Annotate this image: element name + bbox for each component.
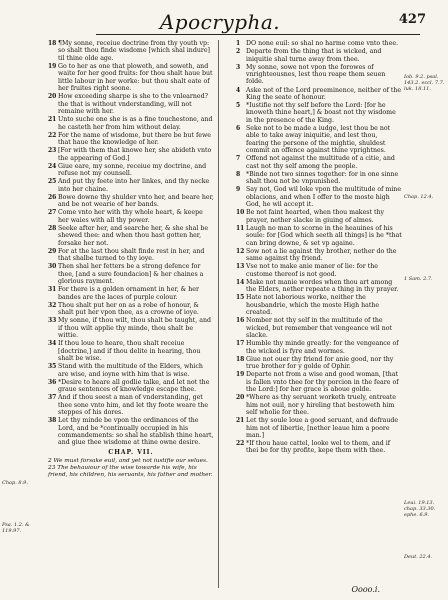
verse-text: Say not, God wil loke vpon the multitude of mine oblacions, and when I offer to the moste high God, he wil accept it.: [246, 186, 402, 209]
verse: [236, 209, 402, 224]
margin-note: Chap. 12.4.: [404, 194, 434, 200]
verse-number: 9: [236, 186, 241, 194]
verse: [236, 102, 402, 124]
verse-number: 25: [48, 178, 57, 186]
verse-number: 26: [48, 193, 57, 201]
verse: [236, 225, 402, 247]
verse: [48, 286, 214, 301]
verse-text: Seke not to be made a iudge, lest thou be not able to take away iniquitie, and lest thou, fearing the persone of the mightie, shuldest commit an offence against thine vprightnes.: [246, 124, 391, 155]
verse-number: 21: [48, 116, 57, 124]
page-title: Apocrypha.: [159, 10, 281, 34]
verse: [48, 417, 214, 447]
verse-number: 28: [48, 224, 57, 232]
verse: [48, 363, 214, 378]
verse-text: Let thy soule loue a good seruant, and defraude him not of libertie, [nether leaue him a poore man.]: [246, 417, 399, 439]
verse-text: *Where as thy seruant worketh truely, entreate him not euil, nor y hireling that bestoweth him self wholie for thee.: [246, 394, 396, 417]
verse-number: 32: [48, 301, 57, 309]
verse-number: 30: [48, 263, 57, 271]
verse-number: 20: [48, 93, 57, 101]
verse-text: For there is a golden ornament in her, & her bandes are the laces of purple colour.: [58, 286, 199, 301]
verse-number: 5: [236, 102, 241, 109]
verse-number: 33: [48, 317, 57, 325]
verse-number: 16: [236, 317, 245, 325]
verse-text: If thou loue to heare, thou shalt receiue [doctrine,] and if thou delite in hearing, thou shalt be wise.: [58, 340, 201, 363]
verse: [48, 63, 214, 93]
verse-text: Giue not ouer thy friend for anie good, nor thy true brother for y golde of Ophir.: [246, 355, 394, 371]
verse: [236, 294, 402, 316]
verse-text: Then shal her fetters be a strong defence for thee, [and a sure foundacion] & her chaines a glorious rayment.: [58, 263, 204, 286]
verse-number: 20: [236, 394, 245, 402]
verse-text: [For with them that knowe her, she abideth vnto the appearing of God.]: [58, 147, 212, 162]
verse-number: 13: [236, 263, 245, 271]
verse-number: 29: [48, 247, 57, 255]
margin-note: 1 Sam. 2.7.: [404, 276, 433, 282]
margin-note: Deut. 22.4.: [404, 554, 433, 560]
verse: [236, 48, 402, 63]
verse-text: For at the last thou shalt finde rest in her, and that shalbe turned to thy ioye.: [58, 247, 205, 263]
verse-text: Seeke after her, and searche her, & she shal be shewed thee: and when thou hast gotten her, forsake her not.: [58, 224, 209, 247]
verse-text: Vse not to make anie maner of lie: for the custome thereof is not good.: [246, 263, 379, 278]
verse-number: 11: [236, 224, 245, 232]
verse-number: 21: [236, 417, 245, 425]
verse: [236, 186, 402, 208]
verse-text: Let thy minde be vpon the ordinances of the Lord, and be *continually occupied in his commandements: so shal he stablish thine heart, and giue thee wisdome at thine owne desire.: [58, 417, 214, 447]
verse-number: 36: [48, 378, 57, 386]
right-margin-notes: [404, 40, 448, 588]
verse: [48, 248, 214, 263]
verse-text: Offend not against the multitude of a citie, and cast not thy self among the people.: [246, 155, 395, 170]
verse: [236, 263, 402, 278]
left-margin-notes: [2, 40, 46, 588]
verse-text: My sonne, sowe not vpon the forowes of vnrighteousnes, lest thou reape them seuen folde.: [246, 63, 386, 86]
verse: [236, 87, 402, 102]
verse-text: Aske not of the Lord preeminence, neither of the King the seate of honour.: [246, 86, 402, 101]
verse-text: Hate not laborious worke, neither the housbandrie, which the moste High hathe created.: [246, 294, 380, 317]
verse: [48, 340, 214, 362]
verse-number: 17: [236, 340, 245, 348]
verse-number: 10: [236, 209, 245, 217]
verse: [48, 178, 214, 193]
verse-text: Be not faint hearted, when thou makest thy prayer, nether slacke in giuing of almes.: [246, 209, 385, 224]
verse: [236, 440, 402, 455]
verse-number: 18: [236, 355, 245, 363]
verse: [48, 116, 214, 131]
verse: [48, 394, 214, 416]
verse-number: 31: [48, 286, 57, 294]
verse-number: 14: [236, 278, 245, 286]
verse: [236, 171, 402, 186]
verse-text: And put thy feete into her linkes, and thy necke into her chaine.: [58, 178, 210, 193]
verse-number: 1: [236, 40, 241, 47]
verse: [236, 317, 402, 339]
verse-text: Come vnto her with thy whole heart, & keepe her waies with all thy power.: [58, 209, 203, 224]
verse: [236, 394, 402, 416]
page-header: [0, 10, 440, 34]
verse-number: 27: [48, 209, 57, 217]
verse-text: *Binde not two sinnes together: for in one sinne shalt thou not be vnpunished.: [246, 170, 399, 186]
verse: [48, 93, 214, 115]
verse: [48, 302, 214, 317]
verse: [48, 317, 214, 339]
verse-text: Thou shalt put her on as a robe of honour, & shalt put her vpon thee, as a crowne of ioye.: [58, 301, 199, 317]
verse: [236, 371, 402, 393]
verse-text: Make not manie wordes when thou art among the Elders, nether repeate a thing in thy prayer.: [246, 278, 399, 294]
verse: [236, 40, 402, 47]
verse-number: 19: [48, 62, 57, 70]
verse-number: 7: [236, 155, 241, 163]
verse: [48, 263, 214, 285]
verse-text: DO none euil: so shal no harme come vnto thee.: [246, 40, 399, 47]
verse: [236, 340, 402, 355]
verse-number: 38: [48, 417, 57, 425]
verse-number: 6: [236, 124, 241, 132]
chapter-summary: 2 We must forsake euil, and yet not iustifie our selues. 23 The behauiour of the wise towarde his wife, his friend, his children, his seruants, his father and mother.: [48, 458, 213, 478]
verse: [48, 132, 214, 147]
verse-text: Departe not from a wise and good woman, [that is fallen vnto thee for thy porcion in the feare of the Lord:] for her grace is aboue golde.: [246, 371, 399, 394]
column-divider: [218, 40, 219, 588]
verse-text: *If thou haue cattel, looke wel to them, and if thei be for thy profite, kepe them with thee.: [246, 440, 391, 455]
verse: [48, 209, 214, 224]
chapter-heading: CHAP. VII.: [108, 448, 154, 456]
verse-number: 37: [48, 394, 57, 402]
verse-number: 22: [48, 131, 57, 139]
verse-text: *Desire to heare all godlie talke, and let not the graue sentences of knowledge escape thee.: [58, 378, 210, 394]
margin-note: Leui. 19.13. chap. 33.30. ephe. 6.9.: [404, 500, 436, 518]
verse-text: Sow not a lie against thy brother, nether do the same against thy friend.: [246, 247, 397, 263]
header-rule: [96, 34, 420, 35]
verse-number: 18: [48, 40, 57, 47]
verse: [236, 125, 402, 155]
verse: [236, 279, 402, 294]
verse: [48, 147, 214, 162]
verse: [236, 356, 402, 371]
verse: [236, 248, 402, 263]
verse: [48, 163, 214, 178]
left-column: [48, 40, 214, 588]
verse-text: Giue eare, my sonne, receiue my doctrine, and refuse not my counsell.: [58, 162, 207, 178]
verse-number: 4: [236, 86, 241, 94]
verse-number: 3: [236, 63, 241, 71]
verse-text: My sonne, if thou wilt, thou shalt be taught, and if thou wilt applie thy minde, thou shalt be wittie.: [58, 317, 212, 340]
verse: [236, 155, 402, 170]
verse: [48, 379, 214, 394]
verse: [48, 40, 214, 62]
verse: [236, 417, 402, 439]
verse: [236, 64, 402, 86]
signature-mark: Oooo.i.: [351, 585, 380, 594]
verse-text: ¶My sonne, receiue doctrine from thy youth vp: so shalt thou finde wisdome [which shal indure] til thine olde age.: [58, 40, 210, 62]
verse-number: 2: [236, 48, 241, 56]
page-number: 427: [398, 12, 426, 27]
verse-text: Laugh no man to scorne in the heauines of his soule: for [God which seeth all things] is he *that can bring downe, & set vp againe.: [246, 224, 402, 247]
verse-number: 12: [236, 247, 245, 255]
verse-text: Unto suche one she is as a fine touchestone, and he casteth her from him without delay.: [58, 116, 213, 131]
verse-text: And if thou seest a man of vnderstanding, get thee sone vnto him, and let thy foote weare the steppes of his dores.: [58, 394, 209, 417]
verse-number: 23: [48, 147, 57, 155]
verse-number: 24: [48, 162, 57, 170]
margin-note: Psa. 1.2. & 119.97.: [2, 522, 30, 534]
verse-text: Stand with the multitude of the Elders, which are wise, and ioyne with him that is wise.: [58, 363, 203, 378]
verse-text: Nomber not thy self in the multitude of the wicked, but remember that vengeance wil not slacke.: [246, 317, 393, 340]
verse-text: Go to her as one that ploweth, and soweth, and waite for her good fruits: for thou shalt haue but little labour in her worke: but thou shalt eate of her fruites right soone.: [58, 62, 213, 93]
verse: [48, 194, 214, 209]
verse-text: Departe from the thing that is wicked, and iniquitie shal turne away from thee.: [246, 48, 382, 63]
right-column: [236, 40, 402, 588]
verse-text: Bowe downe thy shulder vnto her, and beare her, and be not wearie of her bands.: [58, 193, 214, 209]
verse-number: 34: [48, 340, 57, 348]
verse-text: For the name of wisdome, but there be but fewe that haue the knowledge of her.: [58, 131, 212, 147]
verse-text: *Iustifie not thy self before the Lord: [for he knoweth thine heart,] & boast not thy wisdome in the presence of the King.: [246, 102, 396, 124]
verse-text: How exceeding sharpe is she to the vnlearned? the that is without vnderstanding, will not remaine with her.: [58, 93, 208, 116]
verse-number: 15: [236, 294, 245, 302]
margin-note: Iob. 9.2. psal. 143.2. eccl. 7.7. luk. 18.11.: [404, 74, 445, 92]
margin-note: Chap. 8.9.: [2, 480, 28, 486]
verse-number: 35: [48, 363, 57, 371]
verse-number: 19: [236, 371, 245, 379]
verse-number: 8: [236, 170, 241, 178]
verse-text: Humble thy minde greatly: for the vengeance of the wicked is fyre and wormes.: [246, 340, 399, 355]
verse: [48, 225, 214, 247]
verse-number: 22: [236, 440, 245, 448]
